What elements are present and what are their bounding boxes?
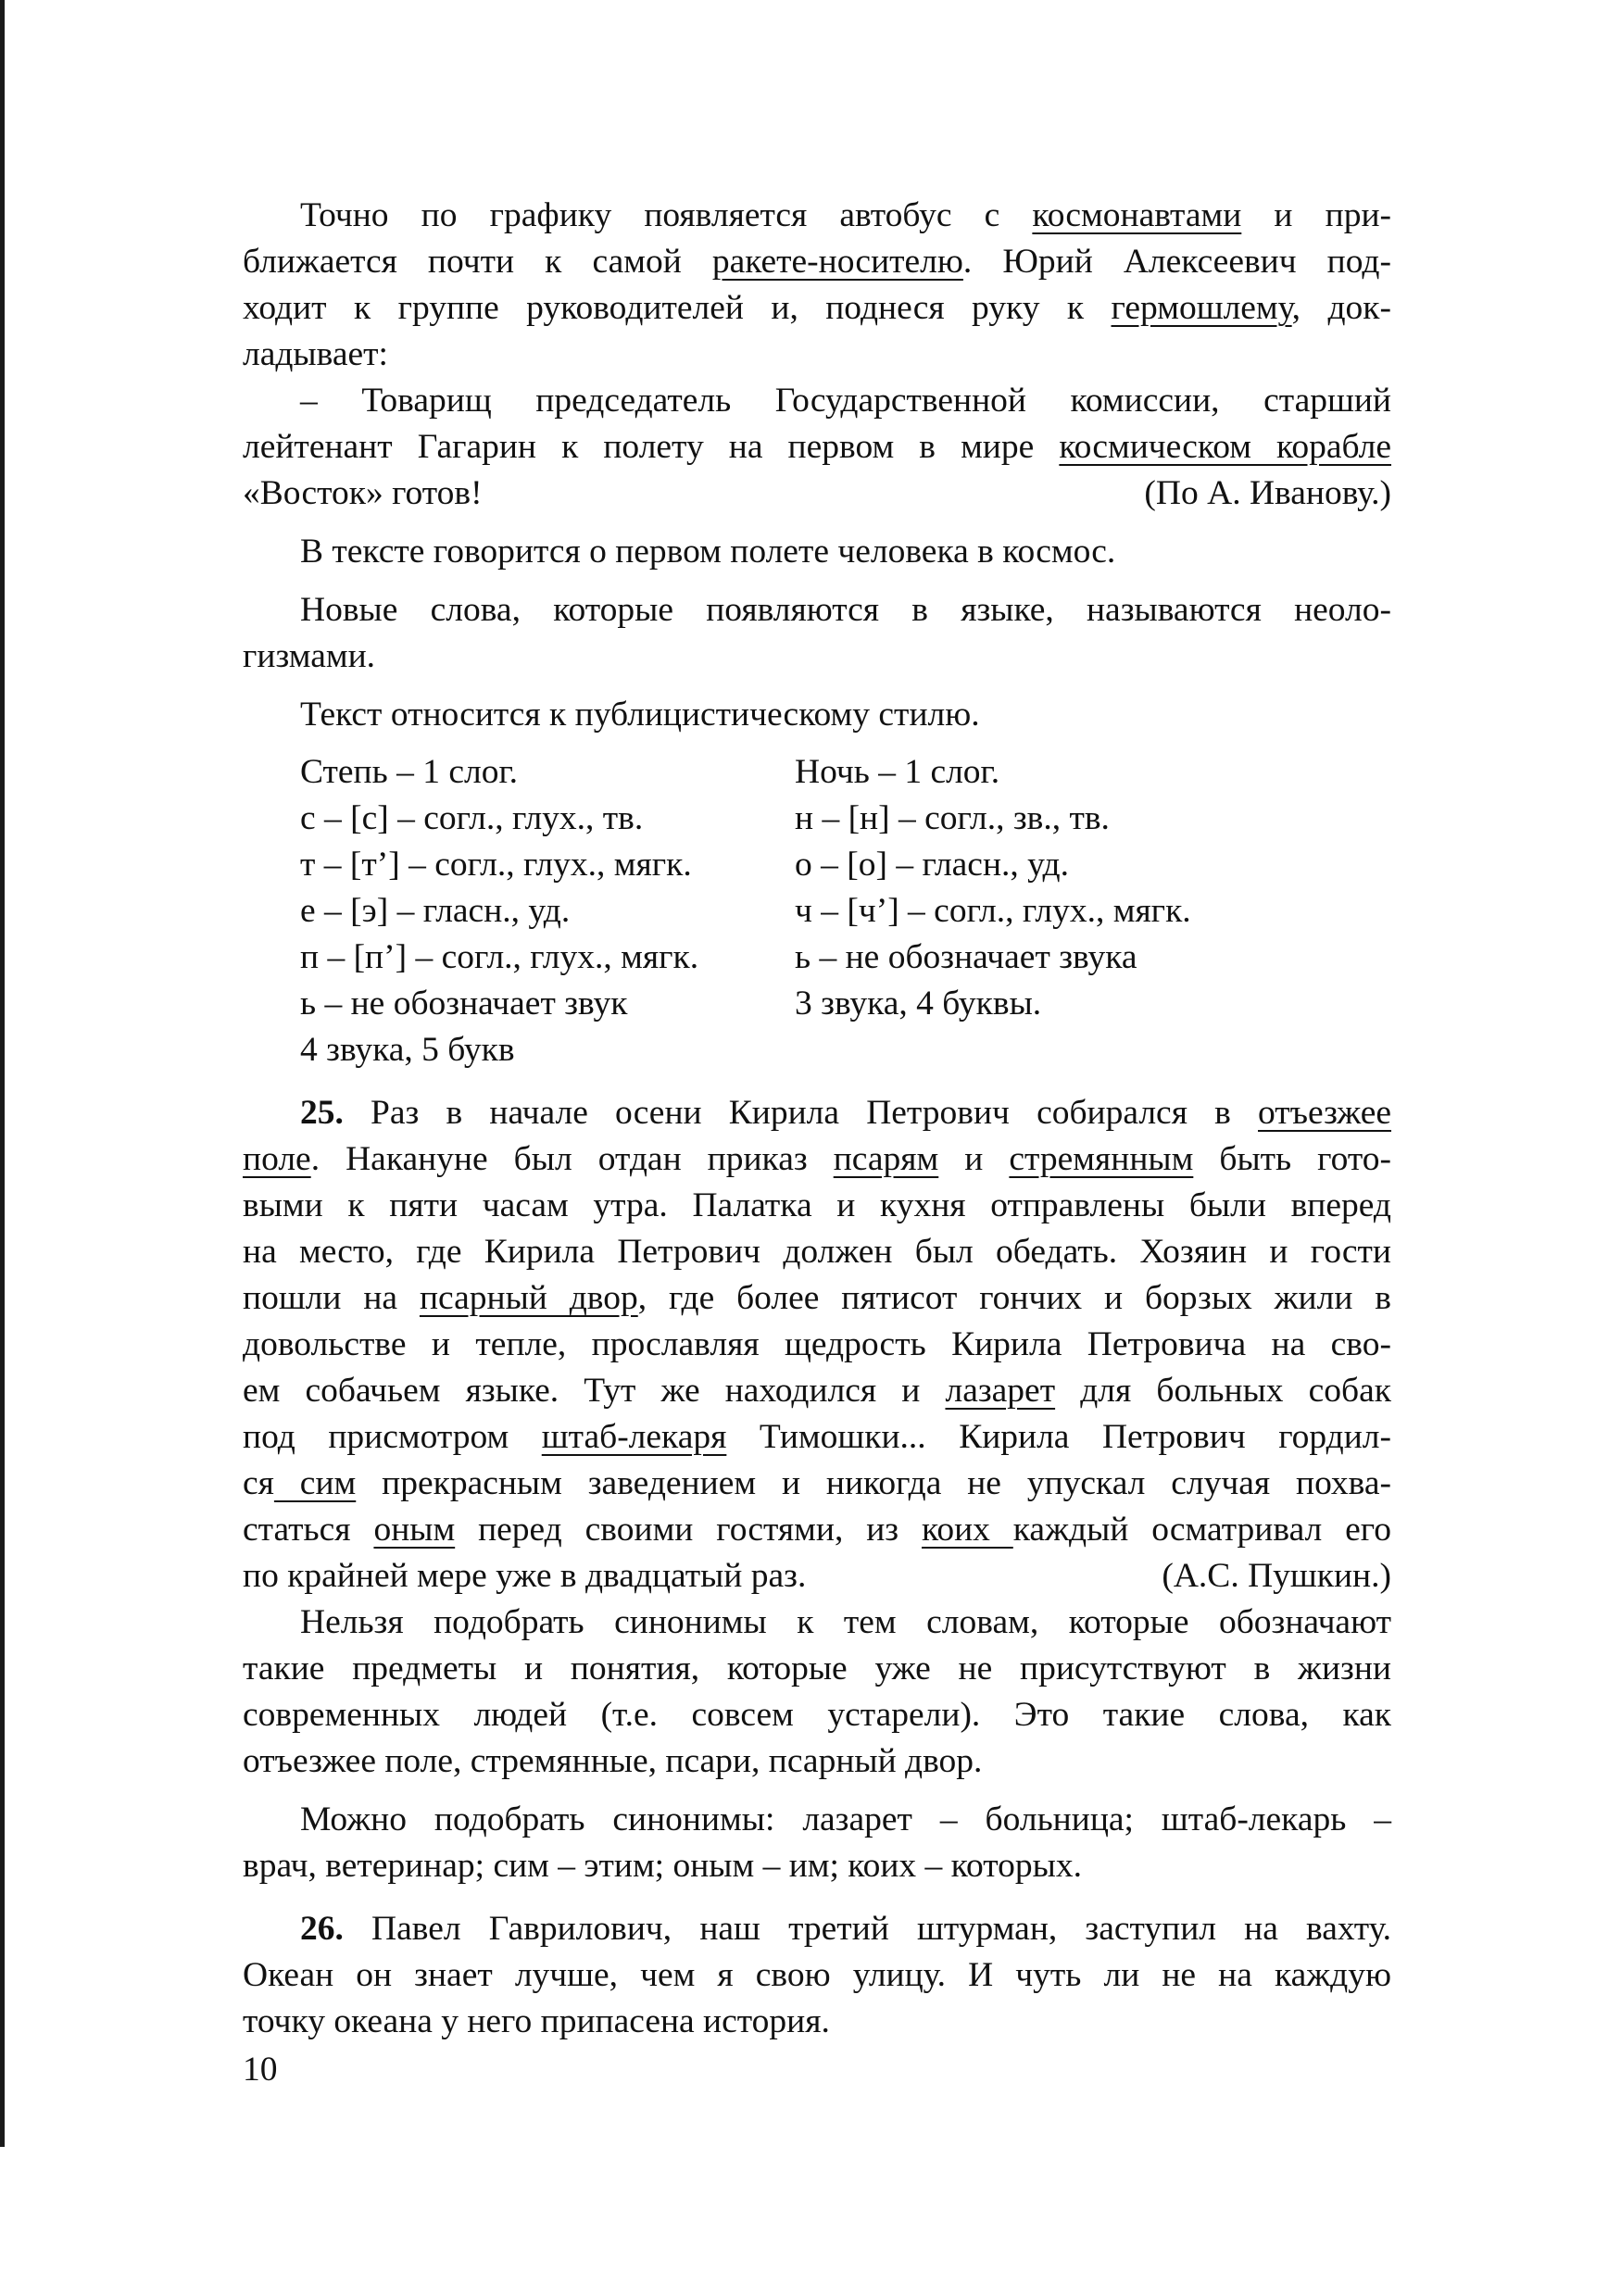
- phonetic-row: Ночь – 1 слог.: [795, 753, 1000, 791]
- note-paragraph: [243, 1797, 1391, 1889]
- analysis-notes: [243, 1600, 1391, 1889]
- text-fragment: Океан он знает лучше, чем я свою улицу. И чуть ли не на каждую: [243, 1956, 1391, 1994]
- phonetic-row: п – [п’] – согл., глух., мягк.: [300, 938, 699, 976]
- underlined-term: коих: [922, 1511, 1013, 1549]
- phonetic-row: ч – [ч’] – согл., глух., мягк.: [795, 892, 1191, 930]
- text-fragment: Раз в начале осени Кирила Петрович собирался в: [343, 1094, 1259, 1132]
- exercise-26: [243, 1906, 1391, 2045]
- text-fragment: прекрасным заведением и никогда не упускал случая похва-: [356, 1464, 1392, 1502]
- narrative-paragraph: [243, 193, 1391, 378]
- underlined-term: сим: [273, 1464, 357, 1502]
- underlined-term: лазарет: [945, 1372, 1056, 1410]
- text-fragment: «Восток» готов!: [243, 474, 483, 512]
- phonetic-row: т – [т’] – согл., глух., мягк.: [300, 846, 692, 884]
- analysis-notes: [243, 529, 1391, 738]
- underlined-term: ракете-носителю: [711, 243, 963, 281]
- text-fragment: каждый осматривал его: [1012, 1511, 1391, 1549]
- text-line: Можно подобрать синонимы: лазарет – больница; штаб-лекарь –: [300, 1800, 1391, 1838]
- book-spine-edge: [0, 0, 5, 2147]
- underlined-term: поле: [243, 1140, 311, 1178]
- page-body: [243, 193, 1391, 2045]
- text-line: [243, 1461, 1391, 1507]
- source-citation: (По А. Иванову.): [1144, 474, 1391, 512]
- text-line-with-source: [243, 1553, 1391, 1600]
- text-fragment: лейтенант Гагарин к полету на первом в мире: [243, 428, 1060, 466]
- phonetic-column-right: [795, 749, 1347, 1073]
- text-line: [243, 239, 1391, 285]
- text-line: современных людей (т.е. совсем устарели). Это такие слова, как: [243, 1696, 1391, 1734]
- text-fragment: перед своими гостями, из: [455, 1511, 922, 1549]
- text-fragment: . Накануне был отдан приказ: [310, 1140, 834, 1178]
- speech-paragraph: [243, 378, 1391, 517]
- text-fragment: под присмотром: [243, 1418, 542, 1456]
- underlined-term: псарям: [833, 1140, 939, 1178]
- phonetic-row: Степь – 1 слог.: [300, 753, 518, 791]
- text-fragment: Тимошки... Кирила Петрович гордил-: [726, 1418, 1392, 1456]
- text-line: [243, 1507, 1391, 1553]
- note-paragraph: [243, 587, 1391, 680]
- text-fragment: Точно по графику появляется автобус с: [300, 196, 1033, 234]
- source-citation: (А.С. Пушкин.): [1162, 1557, 1391, 1595]
- note-paragraph: Текст относится к публицистическому стилю.: [300, 696, 980, 734]
- text-fragment: ходит к группе руководителей и, поднеся руку к: [243, 289, 1112, 327]
- text-line: [243, 378, 1391, 424]
- text-line: [243, 1136, 1391, 1183]
- text-fragment: быть гото-: [1193, 1140, 1391, 1178]
- text-line: гизмами.: [243, 637, 376, 675]
- underlined-term: оным: [373, 1511, 456, 1549]
- text-fragment: статься: [243, 1511, 374, 1549]
- underlined-term: космическом корабле: [1059, 428, 1391, 466]
- phonetic-row: н – [н] – согл., зв., тв.: [795, 799, 1110, 837]
- text-line: [243, 1229, 1391, 1275]
- exercise-number: 26.: [300, 1910, 344, 1948]
- text-line: врач, ветеринар; сим – этим; оным – им; коих – которых.: [243, 1847, 1082, 1885]
- phonetic-analysis: [243, 749, 1391, 1073]
- text-fragment: и при-: [1241, 196, 1391, 234]
- text-fragment: довольстве и тепле, прославляя щедрость Кирила Петровича на сво-: [243, 1325, 1391, 1363]
- text-fragment: пошли на: [243, 1279, 420, 1317]
- text-fragment: на место, где Кирила Петрович должен был обедать. Хозяин и гости: [243, 1233, 1391, 1271]
- phonetic-row: ь – не обозначает звук: [300, 985, 628, 1023]
- text-line-with-source: [243, 470, 1391, 517]
- text-line: [243, 1414, 1391, 1461]
- text-line: [243, 1090, 1391, 1136]
- underlined-term: псарный двор: [419, 1279, 638, 1317]
- text-line: такие предметы и понятия, которые уже не присутствуют в жизни: [243, 1650, 1391, 1687]
- underlined-term: стремянным: [1009, 1140, 1194, 1178]
- phonetic-row: 4 звука, 5 букв: [300, 1031, 515, 1069]
- note-paragraph: В тексте говорится о первом полете человека в космос.: [300, 533, 1116, 571]
- underlined-term: штаб-лекаря: [541, 1418, 727, 1456]
- text-fragment: – Товарищ председатель Государственной комиссии, старший: [300, 382, 1391, 420]
- text-fragment: , где более пятисот гончих и борзых жили в: [637, 1279, 1391, 1317]
- phonetic-row: о – [о] – гласн., уд.: [795, 846, 1069, 884]
- note-paragraph: [243, 1600, 1391, 1785]
- text-line: [243, 1906, 1391, 1952]
- text-fragment: Павел Гаврилович, наш третий штурман, заступил на вахту.: [343, 1910, 1391, 1948]
- exercise-25: [243, 1090, 1391, 1600]
- text-fragment: ближается почти к самой: [243, 243, 712, 281]
- text-fragment: для больных собак: [1055, 1372, 1391, 1410]
- text-line: [243, 285, 1391, 332]
- text-line: [243, 1368, 1391, 1414]
- text-line: отъезжее поле, стремянные, псари, псарный двор.: [243, 1742, 983, 1780]
- text-fragment: ем собачьем языке. Тут же находился и: [243, 1372, 946, 1410]
- text-fragment: по крайней мере уже в двадцатый раз.: [243, 1557, 807, 1595]
- text-line: [243, 1952, 1391, 1999]
- text-line: [243, 1183, 1391, 1229]
- text-fragment: ся: [243, 1464, 274, 1502]
- text-line: Новые слова, которые появляются в языке, называются неоло-: [300, 591, 1391, 629]
- text-fragment: , док-: [1291, 289, 1391, 327]
- underlined-term: гермошлему: [1111, 289, 1292, 327]
- text-fragment: и: [938, 1140, 1010, 1178]
- exercise-number: 25.: [300, 1094, 344, 1132]
- phonetic-row: 3 звука, 4 буквы.: [795, 985, 1042, 1023]
- text-line: [243, 1322, 1391, 1368]
- text-line: точку океана у него припасена история.: [243, 2002, 830, 2040]
- text-line: [243, 424, 1391, 470]
- text-line: [243, 193, 1391, 239]
- text-line: [243, 1275, 1391, 1322]
- page-number: 10: [243, 2051, 278, 2089]
- text-line: ладывает:: [243, 335, 388, 373]
- phonetic-row: е – [э] – гласн., уд.: [300, 892, 571, 930]
- underlined-term: космонавтами: [1032, 196, 1242, 234]
- text-fragment: выми к пяти часам утра. Палатка и кухня отправлены были вперед: [243, 1186, 1391, 1224]
- text-fragment: . Юрий Алексеевич под-: [962, 243, 1391, 281]
- phonetic-row: с – [с] – согл., глух., тв.: [300, 799, 644, 837]
- underlined-term: отъезжее: [1258, 1094, 1391, 1132]
- phonetic-row: ь – не обозначает звука: [795, 938, 1137, 976]
- phonetic-column-left: [243, 749, 795, 1073]
- text-line: Нельзя подобрать синонимы к тем словам, которые обозначают: [300, 1603, 1391, 1641]
